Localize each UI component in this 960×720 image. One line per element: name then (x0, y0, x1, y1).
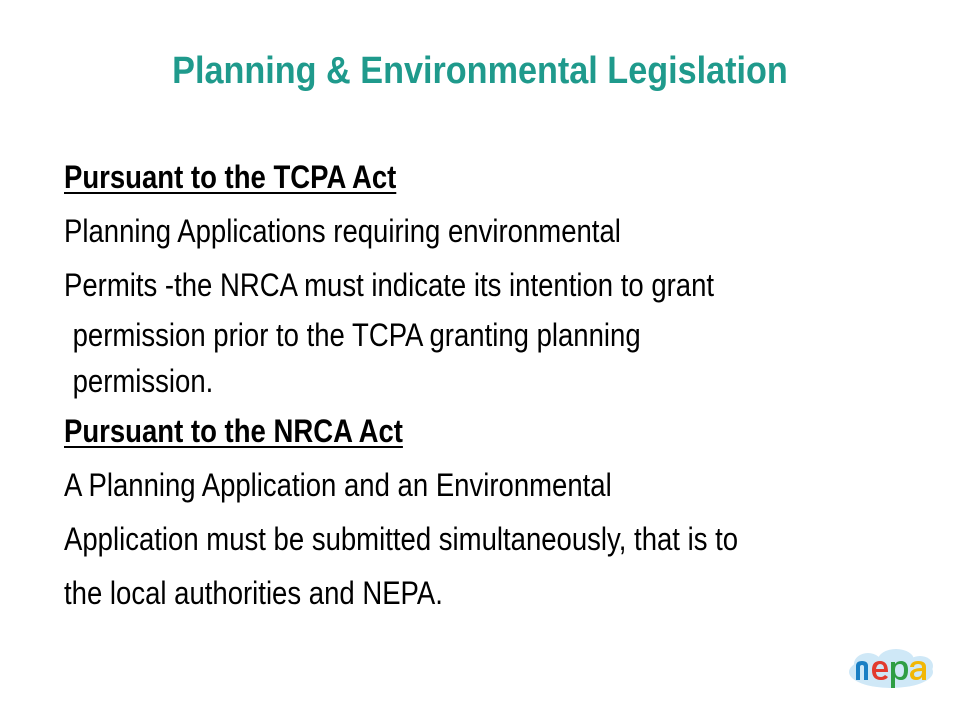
slide-title: Planning & Environmental Legislation (172, 50, 788, 92)
logo-letter-a (910, 661, 926, 680)
tcpa-text-line-4: permission. (72, 363, 214, 399)
tcpa-text-line-3: permission prior to the TCPA granting planning (72, 317, 641, 353)
nepa-logo-icon (846, 648, 936, 692)
logo-letter-e (872, 661, 888, 680)
nrca-text-line-2: Application must be submitted simultaneously, that is to (64, 521, 739, 557)
section-heading-tcpa: Pursuant to the TCPA Act (64, 159, 397, 195)
tcpa-text-line-1: Planning Applications requiring environmental (64, 213, 621, 249)
tcpa-text-line-2: Permits -the NRCA must indicate its intention to grant (64, 267, 715, 303)
slide-body (64, 150, 944, 620)
tcpa-paragraph (64, 258, 821, 404)
nrca-text-line-1: A Planning Application and an Environmental (64, 467, 612, 503)
section-heading-nrca: Pursuant to the NRCA Act (64, 413, 403, 449)
nrca-text-line-3: the local authorities and NEPA. (64, 575, 443, 611)
